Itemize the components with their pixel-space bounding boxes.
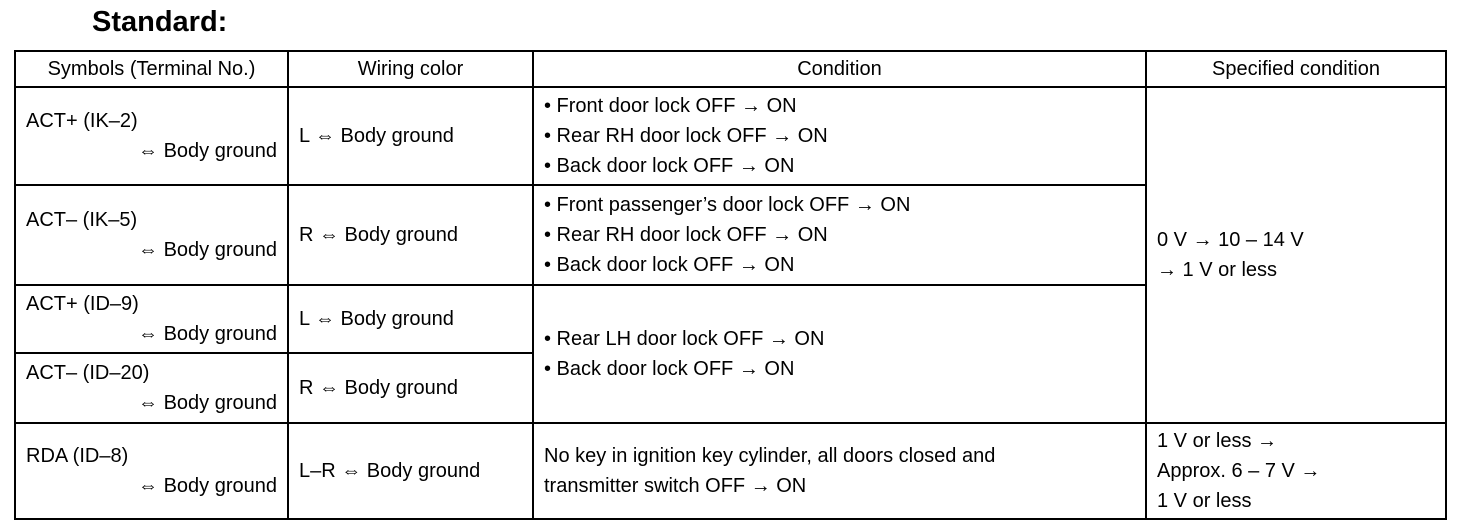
wiring-cell: L ⇔ Body ground xyxy=(288,87,533,185)
condition-line: • Rear RH door lock OFF → ON xyxy=(544,224,828,246)
terminal-label: RDA (ID–8) xyxy=(26,445,129,467)
wiring-cell: L ⇔ Body ground xyxy=(288,285,533,353)
condition-line: No key in ignition key cylinder, all doors closed and xyxy=(544,445,996,467)
page-heading: Standard: xyxy=(92,6,228,38)
symbol-cell xyxy=(15,353,288,423)
terminal-label: ACT+ (ID–9) xyxy=(26,293,139,315)
wiring-cell: R ⇔ Body ground xyxy=(288,353,533,423)
condition-line: • Rear RH door lock OFF → ON xyxy=(544,125,828,147)
table-header-row xyxy=(15,51,1446,87)
ground-label: ⇔ Body ground xyxy=(138,475,277,497)
header-wiring-color: Wiring color xyxy=(288,51,533,87)
symbol-cell xyxy=(15,423,288,519)
condition-line: • Front passenger’s door lock OFF → ON xyxy=(544,194,911,216)
ground-label: ⇔ Body ground xyxy=(138,323,277,345)
terminal-label: ACT+ (IK–2) xyxy=(26,110,138,132)
condition-line: transmitter switch OFF → ON xyxy=(544,475,807,497)
wiring-cell: R ⇔ Body ground xyxy=(288,185,533,285)
condition-line: • Front door lock OFF → ON xyxy=(544,95,797,117)
specified-line: 1 V or less → xyxy=(1157,430,1278,452)
specified-line: 1 V or less xyxy=(1157,490,1252,512)
symbol-cell xyxy=(15,285,288,353)
symbol-cell xyxy=(15,87,288,185)
condition-cell xyxy=(533,185,1146,285)
wiring-cell: L–R ⇔ Body ground xyxy=(288,423,533,519)
header-specified-condition: Specified condition xyxy=(1146,51,1446,87)
condition-line: • Rear LH door lock OFF → ON xyxy=(544,328,825,350)
symbol-cell xyxy=(15,185,288,285)
condition-line: • Back door lock OFF → ON xyxy=(544,155,795,177)
specified-condition-cell xyxy=(1146,87,1446,423)
header-symbols: Symbols (Terminal No.) xyxy=(15,51,288,87)
condition-line: • Back door lock OFF → ON xyxy=(544,358,795,380)
table-row xyxy=(15,87,1446,185)
specified-line: Approx. 6 – 7 V → xyxy=(1157,460,1321,482)
standard-table xyxy=(14,50,1447,520)
ground-label: ⇔ Body ground xyxy=(138,239,277,261)
header-condition: Condition xyxy=(533,51,1146,87)
specified-line: 0 V → 10 – 14 V xyxy=(1157,229,1304,251)
condition-cell xyxy=(533,285,1146,423)
specified-line: → 1 V or less xyxy=(1157,259,1278,281)
ground-label: ⇔ Body ground xyxy=(138,392,277,414)
terminal-label: ACT– (ID–20) xyxy=(26,362,150,384)
table-row xyxy=(15,423,1446,519)
specified-condition-cell xyxy=(1146,423,1446,519)
condition-cell xyxy=(533,87,1146,185)
condition-cell xyxy=(533,423,1146,519)
ground-label: ⇔ Body ground xyxy=(138,140,277,162)
terminal-label: ACT– (IK–5) xyxy=(26,209,138,231)
condition-line: • Back door lock OFF → ON xyxy=(544,254,795,276)
